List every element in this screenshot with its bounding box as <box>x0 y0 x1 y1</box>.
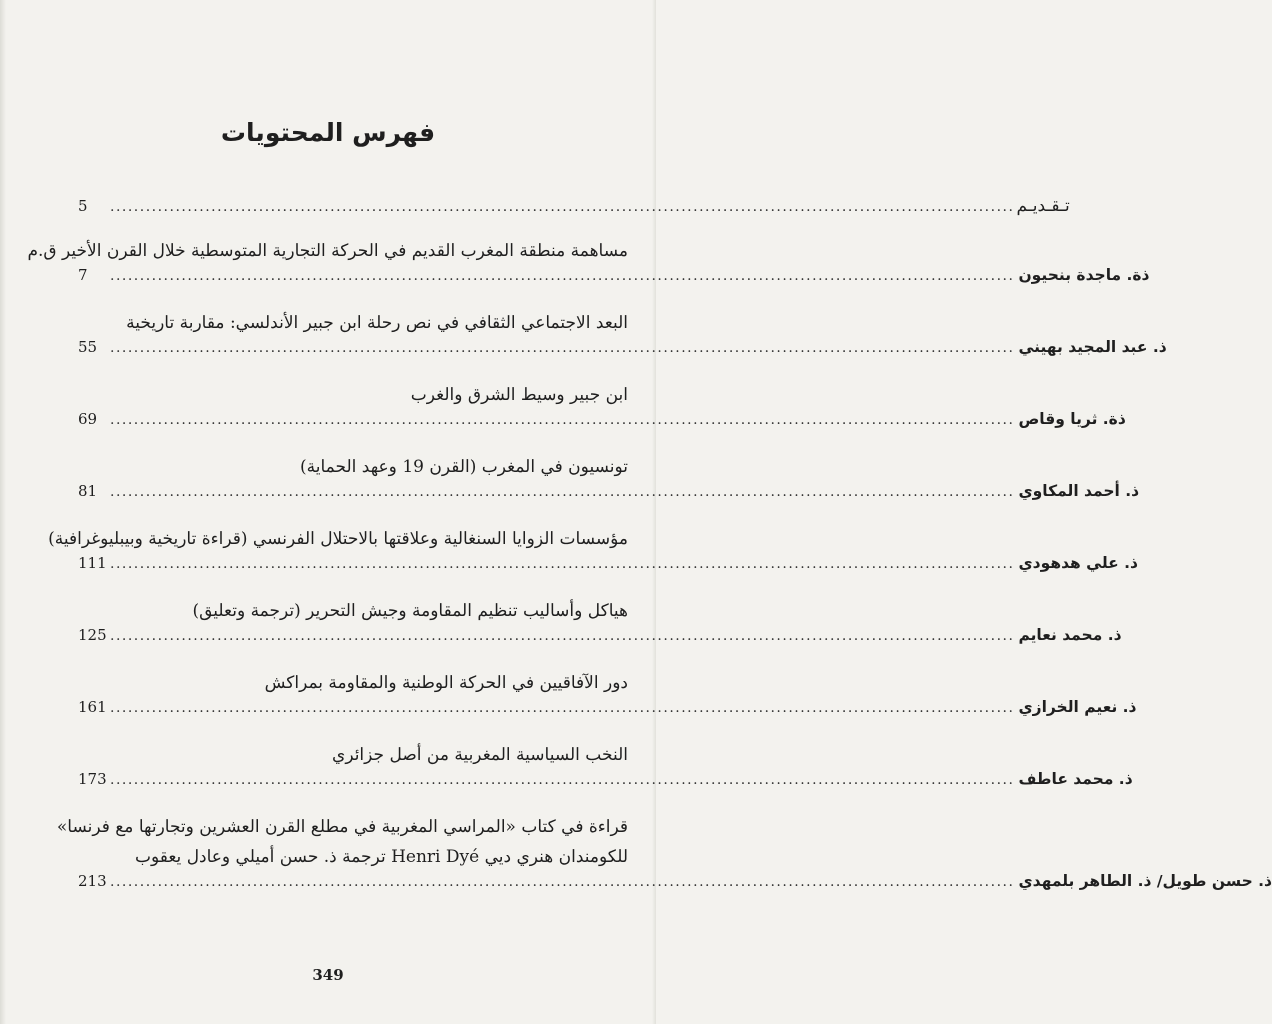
dot-leader: ........................................................................................................................................................ <box>110 484 1015 500</box>
toc-entry <box>78 668 1137 732</box>
toc-entry <box>56 812 1272 906</box>
entry-title-continued: للكومندان هنري ديي Henri Dyé ترجمة ذ. حسن أميلي وعادل يعقوب <box>134 847 628 867</box>
toc-entry-intro <box>78 196 1070 230</box>
page-number: 213 <box>78 872 107 890</box>
entry-author: ذ. محمد نعايم <box>1018 626 1122 644</box>
entry-author: ذ. علي هدهودي <box>1018 554 1138 572</box>
toc-line <box>78 266 1150 300</box>
dot-leader: ........................................................................................................................................................ <box>110 340 1015 356</box>
entry-author: ذ. حسن طويل/ ذ. الطاهر بلمهدي <box>1018 872 1272 890</box>
page-number: 55 <box>78 338 98 356</box>
toc-entry <box>78 380 1126 444</box>
page-number: 69 <box>78 410 98 428</box>
page-title: فهرس المحتويات <box>220 118 436 147</box>
toc-line <box>78 770 1133 804</box>
dot-leader: ........................................................................................................................................................ <box>110 628 1015 644</box>
entry-author: ذ. عبد المجيد بهيني <box>1018 338 1167 356</box>
entry-title: النخب السياسية المغربية من أصل جزائري <box>332 745 628 765</box>
toc-line <box>78 196 1070 230</box>
page-number: 5 <box>78 197 88 215</box>
entry-title: مؤسسات الزوايا السنغالية وعلاقتها بالاحتلال الفرنسي (قراءة تاريخية وبيبليوغرافية) <box>48 529 628 549</box>
toc-entry <box>27 236 1150 300</box>
toc-line <box>78 410 1126 444</box>
page-right-edge <box>652 0 656 1024</box>
page-number: 173 <box>78 770 107 788</box>
page-left-edge <box>0 0 6 1024</box>
toc-line <box>78 626 1122 660</box>
entry-title: مساهمة منطقة المغرب القديم في الحركة التجارية المتوسطية خلال القرن الأخير ق.م <box>27 241 628 261</box>
page-number: 111 <box>78 554 107 572</box>
entry-title: دور الآفاقيين في الحركة الوطنية والمقاومة بمراكش <box>264 673 628 693</box>
entry-title: تونسيون في المغرب (القرن 19 وعهد الحماية) <box>300 457 628 477</box>
toc-entry <box>78 308 1167 372</box>
entry-author: ذة. ثريا وقاص <box>1018 410 1126 428</box>
toc-entry <box>78 596 1122 660</box>
toc-line <box>78 872 1272 906</box>
toc-line <box>78 698 1137 732</box>
dot-leader: ........................................................................................................................................................ <box>110 268 1015 284</box>
dot-leader: ........................................................................................................................................................ <box>110 412 1015 428</box>
dot-leader: ........................................................................................................................................................ <box>110 199 1015 215</box>
page-number: 7 <box>78 266 88 284</box>
entry-author: ذة. ماجدة بنحيون <box>1018 266 1150 284</box>
entry-author: ذ. محمد عاطف <box>1018 770 1133 788</box>
entry-title: هياكل وأساليب تنظيم المقاومة وجيش التحرير (ترجمة وتعليق) <box>192 601 628 621</box>
toc-entry <box>78 452 1140 516</box>
table-of-contents <box>27 196 1272 914</box>
page-number: 161 <box>78 698 107 716</box>
toc-line <box>78 482 1140 516</box>
entry-author: ذ. أحمد المكاوي <box>1018 482 1140 500</box>
toc-line <box>78 554 1138 588</box>
dot-leader: ........................................................................................................................................................ <box>110 556 1015 572</box>
entry-title: البعد الاجتماعي الثقافي في نص رحلة ابن جبير الأندلسي: مقاربة تاريخية <box>126 313 628 333</box>
dot-leader: ........................................................................................................................................................ <box>110 874 1015 890</box>
page-number: 81 <box>78 482 98 500</box>
footer-page-number: 349 <box>312 966 344 984</box>
intro-label: تـقـديـم <box>1016 196 1070 216</box>
entry-author: ذ. نعيم الخرازي <box>1018 698 1137 716</box>
entry-title: قراءة في كتاب «المراسي المغربية في مطلع القرن العشرين وتجارتها مع فرنسا» <box>56 817 628 837</box>
dot-leader: ........................................................................................................................................................ <box>110 700 1015 716</box>
entry-title: ابن جبير وسيط الشرق والغرب <box>410 385 628 405</box>
page-number: 125 <box>78 626 107 644</box>
toc-line <box>78 338 1167 372</box>
toc-entry <box>48 524 1138 588</box>
dot-leader: ........................................................................................................................................................ <box>110 772 1015 788</box>
toc-entry <box>78 740 1133 804</box>
